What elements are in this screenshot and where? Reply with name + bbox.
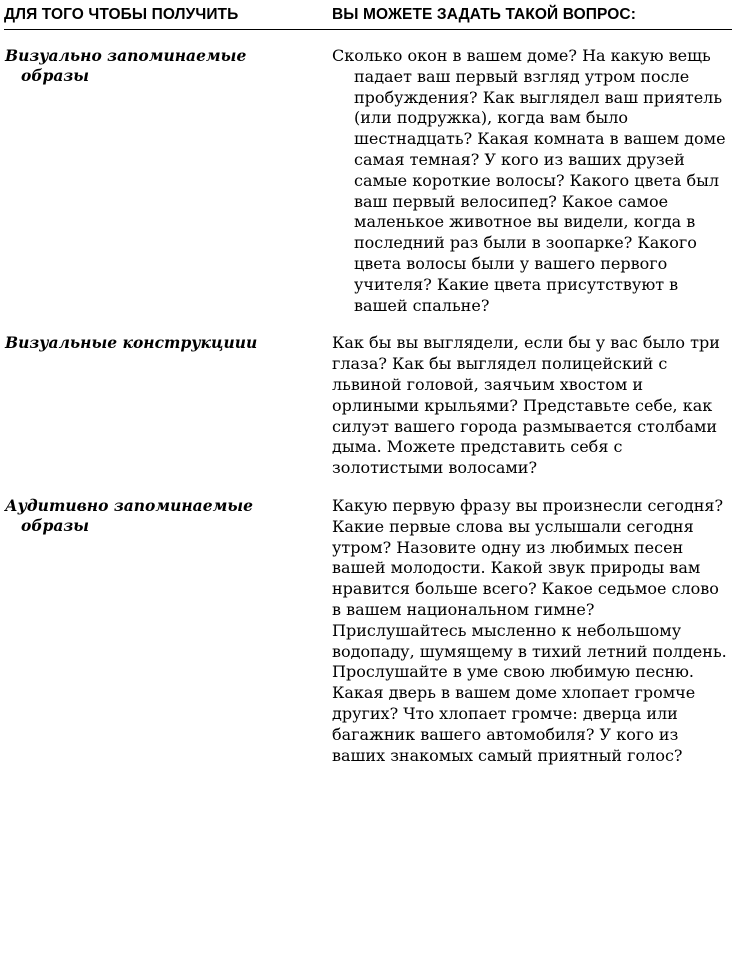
row-label-visual-remembered	[4, 30, 314, 318]
row-label-visual-constructed	[4, 317, 314, 480]
row-questions-visual-remembered	[314, 30, 732, 318]
row-questions-auditory-remembered	[314, 480, 732, 767]
row-label-auditory-remembered	[4, 480, 314, 767]
row-question-text: Как бы вы выглядели, если бы у вас было три глаза? Как бы выглядел полицейский с львиной головой, заячьим хвостом и орлиными крыльями? Представьте себе, как силуэт вашего города размывается столбами дыма. Можете представить себя с золотистыми волосами?	[332, 333, 720, 478]
table-header	[4, 6, 732, 30]
row-question-text: Сколько окон в вашем доме? На какую вещь падает ваш первый взгляд утром после пробуждения? Как выглядел ваш приятель (или подружка), когда вам было шестнадцать? Какая комната в вашем доме самая темная? У кого из ваших друзей самые короткие волосы? Какого цвета был ваш первый велосипед? Какое самое маленькое животное вы видели, когда в последний раз были в зоопарке? Какого цвета волосы были у вашего первого учителя? Какие цвета присутствуют в вашей спальне?	[332, 46, 726, 315]
row-label-line-2: образы	[21, 516, 90, 536]
column-header-goal: ДЛЯ ТОГО ЧТОБЫ ПОЛУЧИТЬ	[4, 6, 314, 30]
table-body	[4, 30, 732, 768]
row-label-line-1: Визуальные конструкциии	[5, 333, 258, 353]
row-questions-visual-constructed	[314, 317, 732, 480]
column-header-question: ВЫ МОЖЕТЕ ЗАДАТЬ ТАКОЙ ВОПРОС:	[314, 6, 732, 30]
row-label-line-1: Визуально запоминаемые	[5, 46, 247, 65]
table-row	[4, 30, 732, 318]
question-table	[4, 6, 732, 767]
row-label-line-2: образы	[21, 66, 90, 86]
row-label-line-1: Аудитивно запоминаемые	[5, 495, 253, 515]
table-header-row	[4, 6, 732, 30]
table-row	[4, 480, 732, 767]
table-row	[4, 317, 732, 480]
row-question-text: Какую первую фразу вы произнесли сегодня? Какие первые слова вы услышали сегодня утром? Назовите одну из любимых песен вашей молодости. Какой звук природы вам нравится больше всего? Какое седьмое слово в вашем национальном гимне? Прислушайтесь мысленно к небольшому водопаду, шумящему в тихий летний полдень. Прослушайте в уме свою любимую песню. Какая дверь в вашем доме хлопает громче других? Что хлопает громче: дверца или багажник вашего автомобиля? У кого из ваших знакомых самый приятный голос?	[332, 495, 727, 765]
